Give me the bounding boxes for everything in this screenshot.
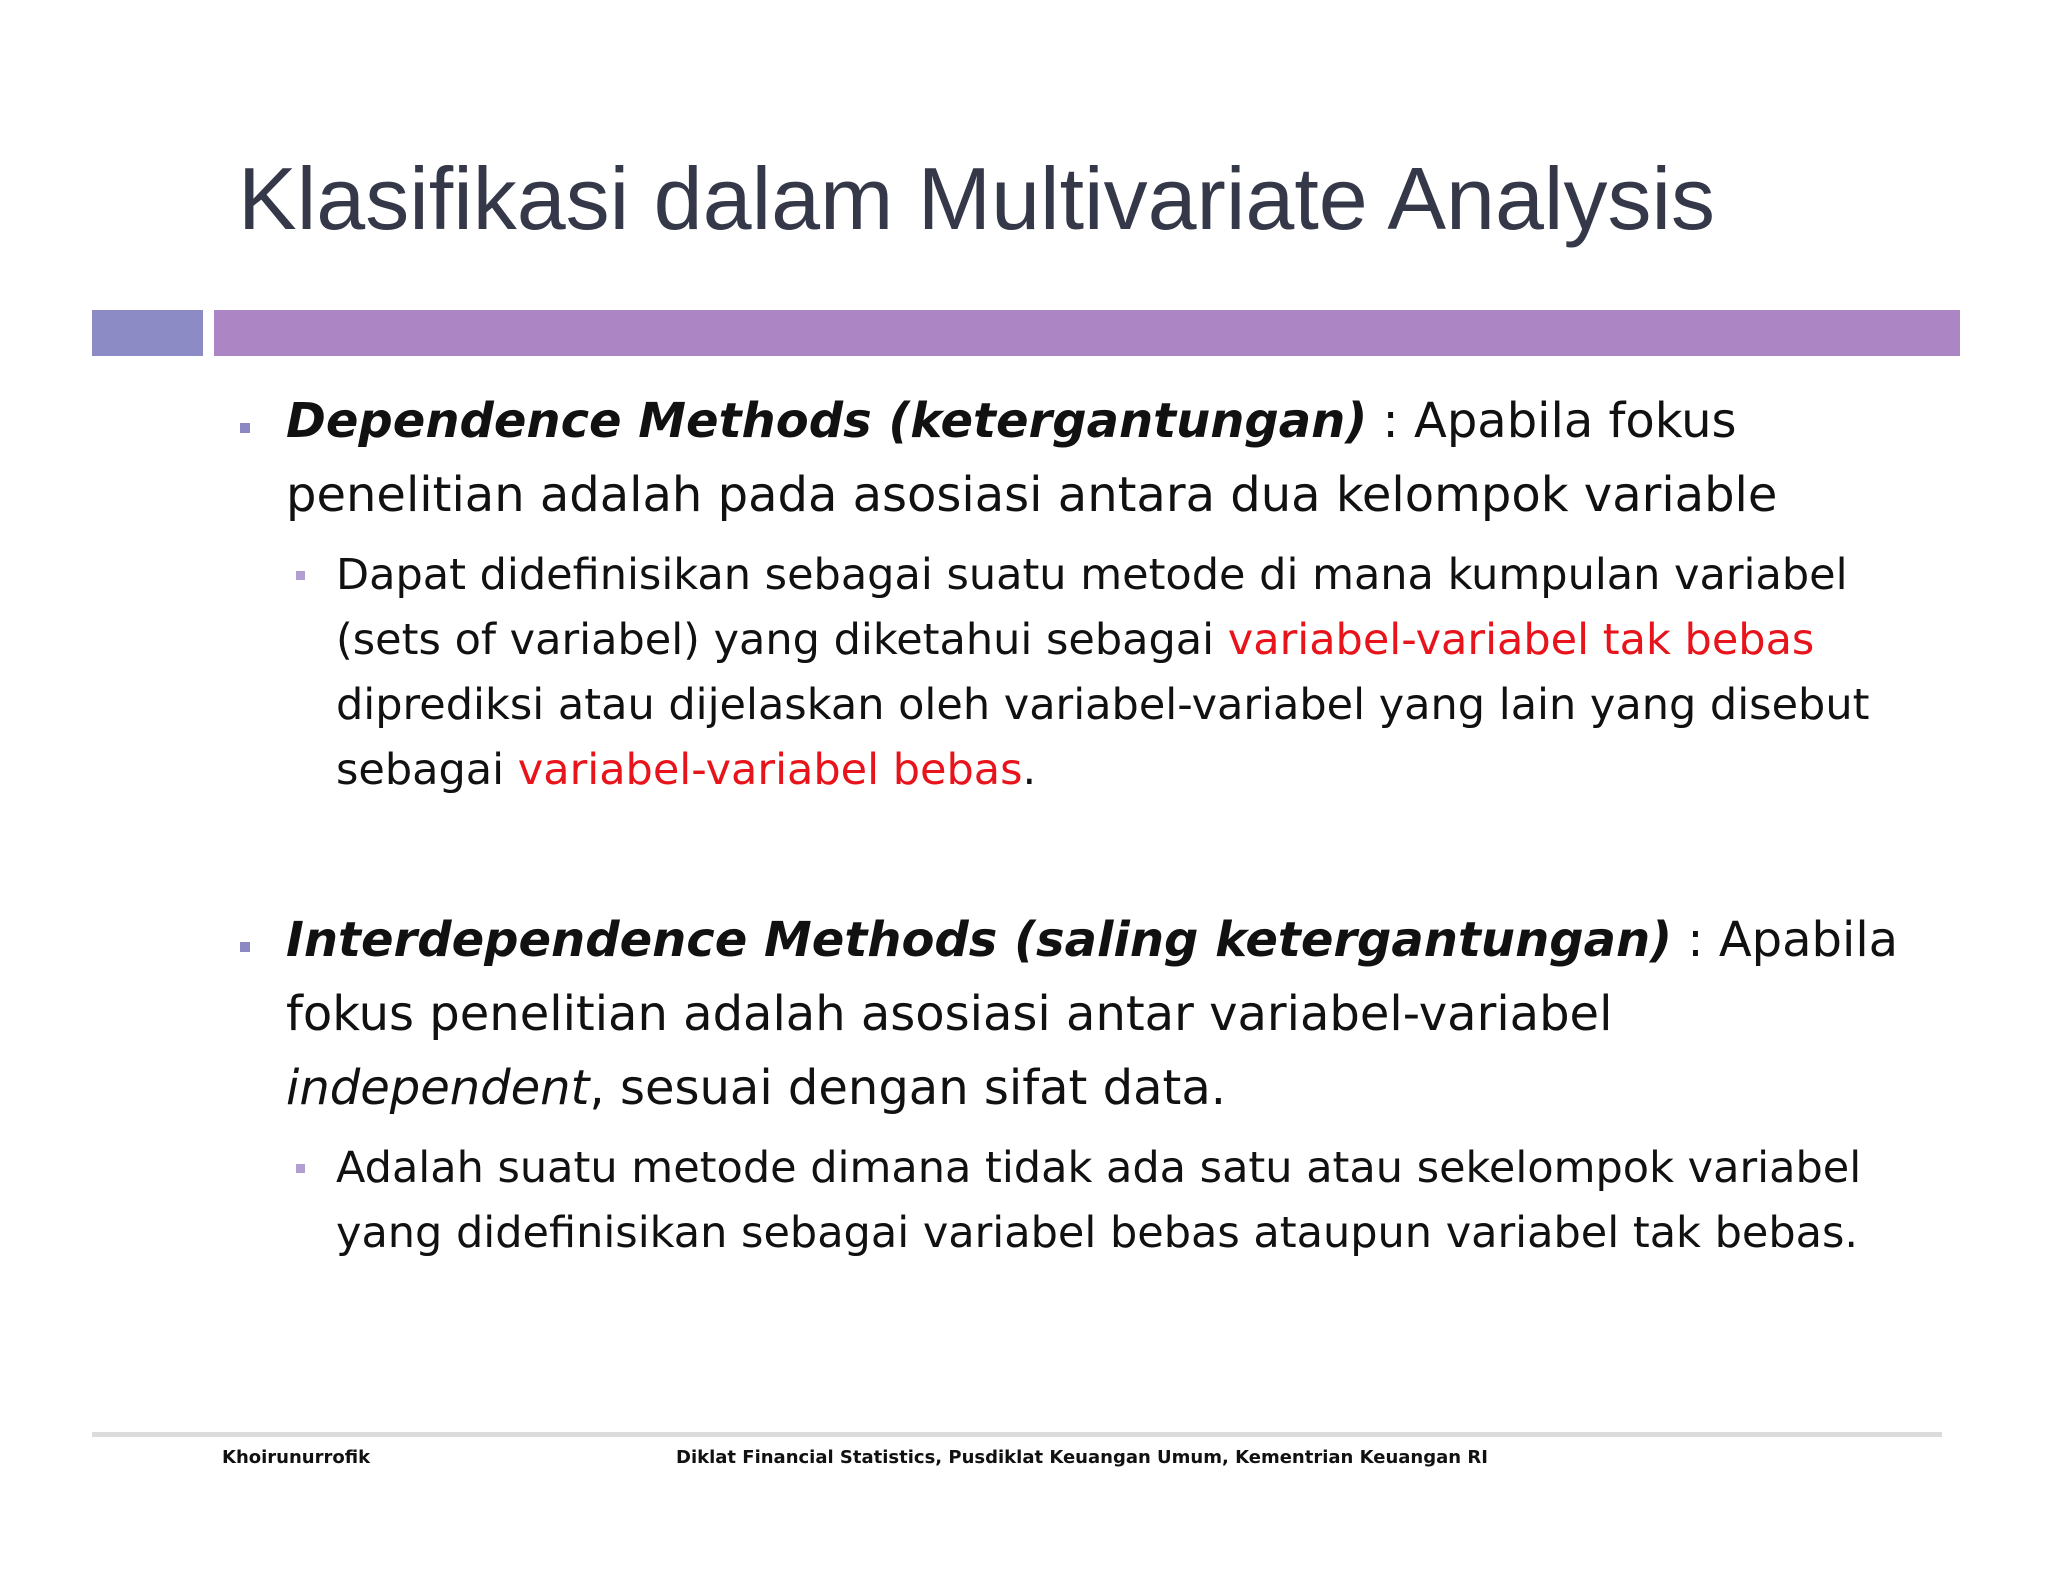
sub-item-dependence-definition: [336, 543, 1936, 803]
highlight-independent-variables: variabel-variabel bebas: [517, 745, 1023, 795]
item-text: : Apabila fokus penelitian adalah pada asosiasi antara dua kelompok variable: [286, 393, 1778, 523]
list-item-interdependence: [286, 903, 1926, 1125]
bullet-square-icon: [296, 1164, 305, 1173]
item-heading: Interdependence Methods (saling ketergantungan): [286, 912, 1673, 968]
item-heading: Dependence Methods (ketergantungan): [286, 393, 1368, 449]
list-item-dependence: [286, 384, 1926, 532]
bullet-square-icon: [240, 423, 250, 433]
item-text-italic: independent: [286, 1060, 590, 1116]
footer-divider: [92, 1432, 1942, 1437]
footer-course: Diklat Financial Statistics, Pusdiklat Keuangan Umum, Kementrian Keuangan RI: [676, 1447, 1488, 1468]
sub-item-text: Dapat didefinisikan sebagai suatu metode di mana kumpulan variabel (sets of variabel) yang diketahui sebagai: [336, 550, 1848, 665]
item-text-end: , sesuai dengan sifat data.: [589, 1060, 1227, 1116]
bullet-square-icon: [240, 942, 250, 952]
bullet-square-icon: [296, 571, 305, 580]
title-accent-bar-right: [214, 310, 1960, 356]
item-text: : Apabila fokus penelitian adalah asosiasi antar variabel-variabel: [286, 912, 1899, 1042]
sub-item-text: diprediksi atau dijelaskan oleh variabel-variabel yang lain yang disebut sebagai: [336, 680, 1870, 795]
highlight-dependent-variables: variabel-variabel tak bebas: [1227, 615, 1815, 665]
footer-author: Khoirunurrofik: [222, 1447, 371, 1468]
sub-item-interdependence-definition: Adalah suatu metode dimana tidak ada satu atau sekelompok variabel yang didefinisikan sebagai variabel bebas ataupun variabel tak bebas.: [336, 1143, 1862, 1258]
sub-item-text: .: [1022, 745, 1037, 795]
title-accent-bar-left: [92, 310, 203, 356]
slide-title: Klasifikasi dalam Multivariate Analysis: [238, 149, 1716, 248]
